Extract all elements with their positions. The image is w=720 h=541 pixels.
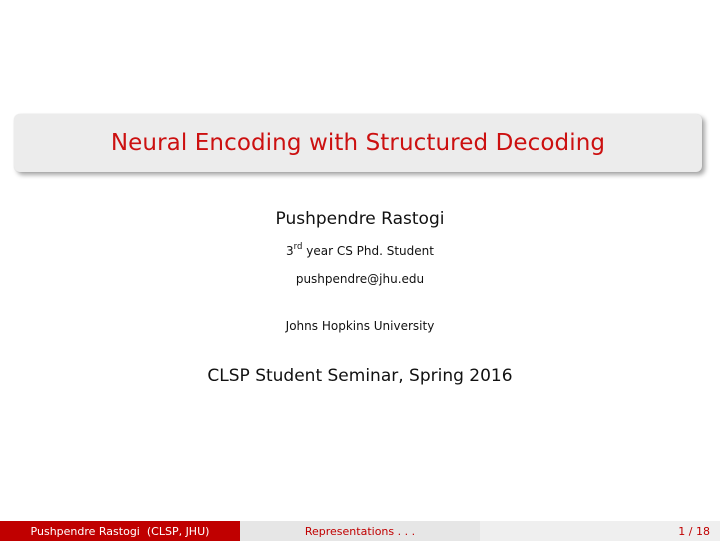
role-text: year CS Phd. Student — [306, 244, 434, 258]
author-role — [0, 243, 720, 258]
role-ordinal: 3 — [286, 244, 294, 258]
title-box — [14, 114, 702, 172]
institution: Johns Hopkins University — [285, 319, 435, 333]
role-superscript: rd — [293, 242, 303, 252]
footer-bar — [0, 521, 720, 541]
author-email: pushpendre@jhu.edu — [295, 272, 425, 286]
footer-short-title: Representations . . . — [240, 521, 480, 541]
footer-author: Pushpendre Rastogi (CLSP, JHU) — [0, 521, 240, 541]
slide-title: Neural Encoding with Structured Decoding — [110, 130, 606, 156]
author-name: Pushpendre Rastogi — [275, 209, 445, 229]
event-name: CLSP Student Seminar, Spring 2016 — [207, 366, 513, 386]
footer-page-number: 1 / 18 — [480, 521, 720, 541]
